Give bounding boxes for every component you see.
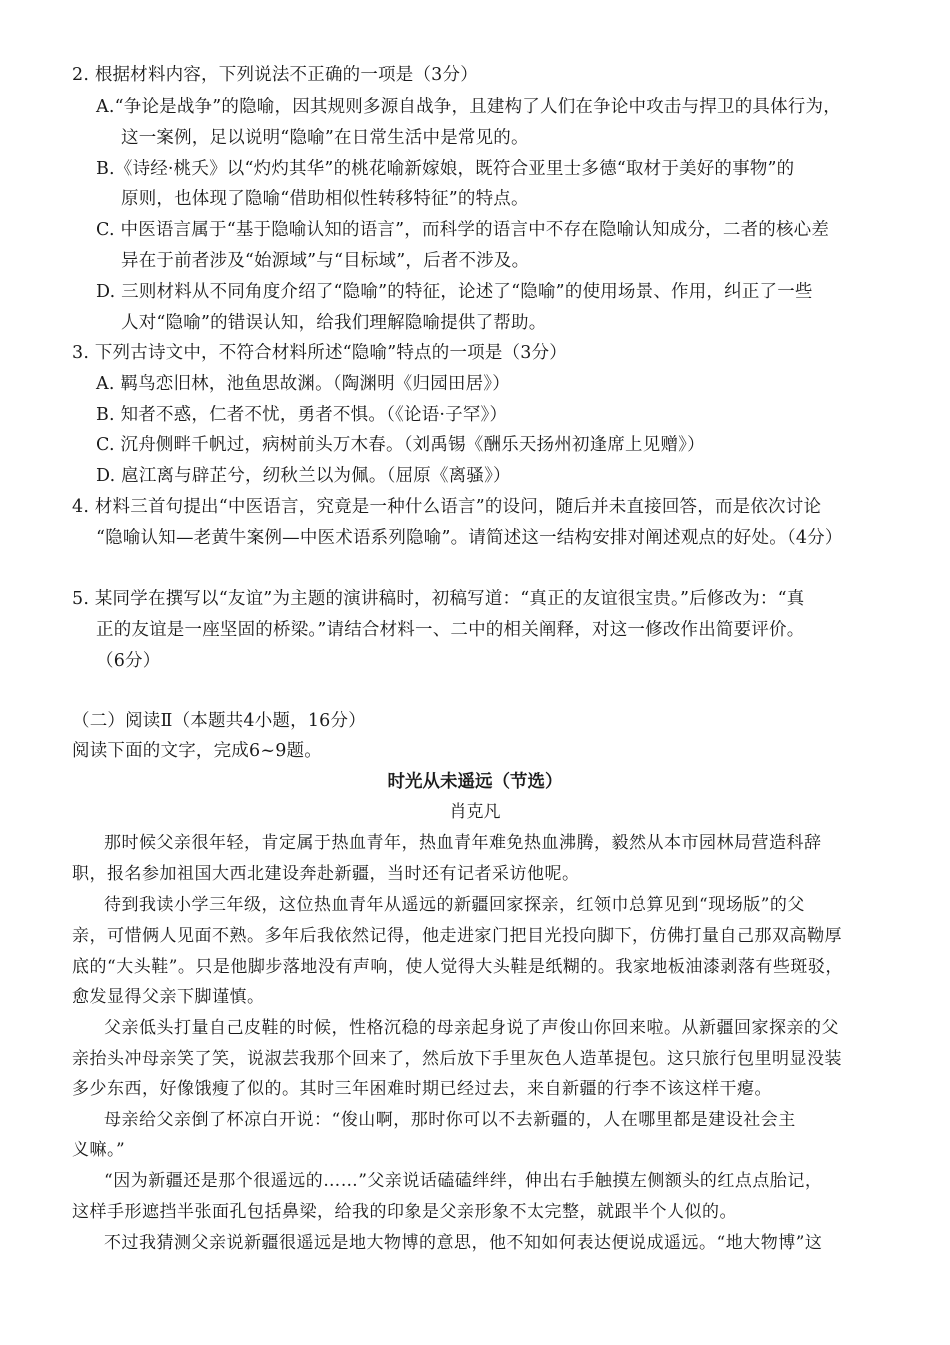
q3-option-d: D. 扈江离与辟芷兮，纫秋兰以为佩。（屈原《离骚》） bbox=[96, 466, 511, 486]
section2-instruction: 阅读下面的文字，完成6~9题。 bbox=[72, 741, 322, 761]
q5-line3: （6分） bbox=[96, 651, 161, 671]
q3-option-c: C. 沉舟侧畔千帆过，病树前头万木春。（刘禹锡《酬乐天扬州初逢席上见赠》） bbox=[96, 435, 705, 455]
article-p2-line2: 亲，可惜俩人见面不熟。多年后我依然记得，他走进家门把目光投向脚下，仿佛打量自己那双高靿厚 bbox=[72, 926, 842, 946]
q2-option-c-line1: C. 中医语言属于“基于隐喻认知的语言”，而科学的语言中不存在隐喻认知成分，二者的核心差 bbox=[96, 220, 830, 240]
article-p3-line2: 亲抬头冲母亲笑了笑，说淑芸我那个回来了，然后放下手里灰色人造革提包。这只旅行包里明显没装 bbox=[72, 1049, 842, 1069]
q2-option-b-line1: B.《诗经·桃夭》以“灼灼其华”的桃花喻新嫁娘，既符合亚里士多德“取材于美好的事物”的 bbox=[96, 159, 795, 179]
q4-line2: “隐喻认知—老黄牛案例—中医术语系列隐喻”。请简述这一结构安排对阐述观点的好处。（4分） bbox=[96, 528, 843, 548]
article-p2-line3: 底的“大头鞋”。只是他脚步落地没有声响，使人觉得大头鞋是纸糊的。我家地板油漆剥落有些斑驳， bbox=[72, 957, 843, 977]
article-p6-line1: 不过我猜测父亲说新疆很遥远是地大物博的意思，他不知如何表达便说成遥远。“地大物博”这 bbox=[104, 1233, 823, 1253]
section2-heading: （二）阅读Ⅱ（本题共4小题，16分） bbox=[72, 711, 366, 731]
article-p2-line4: 愈发显得父亲下脚谨慎。 bbox=[72, 987, 265, 1007]
article-p3-line1: 父亲低头打量自己皮鞋的时候，性格沉稳的母亲起身说了声俊山你回来啦。从新疆回家探亲的父 bbox=[104, 1018, 839, 1038]
article-p4-line1: 母亲给父亲倒了杯凉白开说：“俊山啊，那时你可以不去新疆的，人在哪里都是建设社会主 bbox=[104, 1110, 796, 1130]
q2-option-a-line1: A.“争论是战争”的隐喻，因其规则多源自战争，且建构了人们在争论中攻击与捍卫的具体行为， bbox=[96, 97, 841, 117]
article-author: 肖克凡 bbox=[449, 802, 501, 822]
article-p1-line1: 那时候父亲很年轻，肯定属于热血青年，热血青年难免热血沸腾，毅然从本市园林局营造科辞 bbox=[104, 833, 822, 853]
q4-line1: 4. 材料三首句提出“中医语言，究竟是一种什么语言”的设问，随后并未直接回答，而是依次讨论 bbox=[72, 497, 822, 517]
article-p4-line2: 义嘛。” bbox=[72, 1140, 126, 1160]
q5-line1: 5. 某同学在撰写以“友谊”为主题的演讲稿时，初稿写道：“真正的友谊很宝贵。”后修改为：“真 bbox=[72, 589, 805, 609]
article-p5-line2: 这样手形遮挡半张面孔包括鼻梁，给我的印象是父亲形象不太完整，就跟半个人似的。 bbox=[72, 1202, 737, 1222]
q3-stem: 3. 下列古诗文中，不符合材料所述“隐喻”特点的一项是（3分） bbox=[72, 343, 567, 363]
article-title: 时光从未遥远（节选） bbox=[387, 772, 563, 792]
q2-option-a-line2: 这一案例，足以说明“隐喻”在日常生活中是常见的。 bbox=[121, 128, 529, 148]
q2-option-d-line1: D. 三则材料从不同角度介绍了“隐喻”的特征，论述了“隐喻”的使用场景、作用，纠正了一些 bbox=[96, 282, 813, 302]
q2-option-c-line2: 异在于前者涉及“始源域”与“目标域”，后者不涉及。 bbox=[121, 251, 530, 271]
q5-line2: 正的友谊是一座坚固的桥梁。”请结合材料一、二中的相关阐释，对这一修改作出简要评价。 bbox=[96, 620, 805, 640]
q2-option-b-line2: 原则，也体现了隐喻“借助相似性转移特征”的特点。 bbox=[121, 189, 529, 209]
q2-stem: 2. 根据材料内容，下列说法不正确的一项是（3分） bbox=[72, 65, 478, 85]
q3-option-b: B. 知者不惑，仁者不忧，勇者不惧。（《论语·子罕》） bbox=[96, 405, 508, 425]
article-p3-line3: 多少东西，好像饿瘦了似的。其时三年困难时期已经过去，来自新疆的行李不该这样干瘪。 bbox=[72, 1079, 772, 1099]
q2-option-d-line2: 人对“隐喻”的错误认知，给我们理解隐喻提供了帮助。 bbox=[121, 313, 547, 333]
article-p1-line2: 职，报名参加祖国大西北建设奔赴新疆，当时还有记者采访他呢。 bbox=[72, 864, 580, 884]
q3-option-a: A. 羁鸟恋旧林，池鱼思故渊。（陶渊明《归园田居》） bbox=[96, 374, 510, 394]
article-p2-line1: 待到我读小学三年级，这位热血青年从遥远的新疆回家探亲，红领巾总算见到“现场版”的父 bbox=[104, 895, 805, 915]
article-p5-line1: “因为新疆还是那个很遥远的……”父亲说话磕磕绊绊，伸出右手触摸左侧额头的红点点胎记， bbox=[104, 1171, 823, 1191]
